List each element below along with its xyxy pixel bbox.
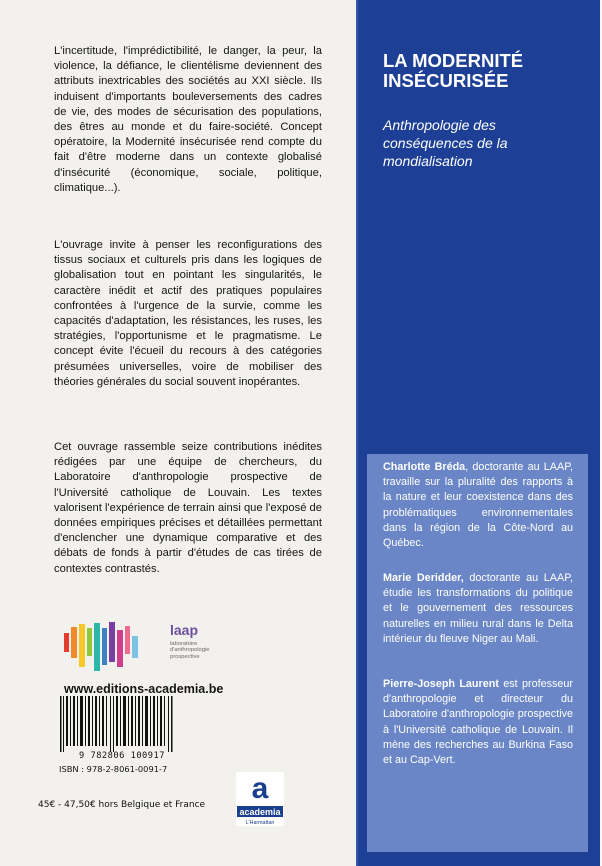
academia-logo-name: academia <box>239 807 281 817</box>
paragraph-2: L'ouvrage invite à penser les reconfigurations des tissus sociaux et culturels pris dans les logiques de globalisation tout en pointant les singularités, le caractère inédit et actif des pratiques populaires confrontées à l'urgence de la survie, comme les capacités d'adaptation, les résistances, les ruses, les stratégies, l'opportunisme et le pragmatisme. Le concept évite l'écueil du recours à des catégories présumées universelles, voire de mobiliser des théories générales du social souvent inopérantes. <box>54 239 322 388</box>
academia-logo-tagline: L'Harmattan <box>245 820 275 826</box>
laap-logo-subtitle: laboratoire d'anthropologie prospective <box>170 641 210 660</box>
isbn-text: ISBN : 978-2-8061-0091-7 <box>59 764 168 774</box>
laap-logo <box>62 622 242 676</box>
author-bio-laurent <box>383 677 573 768</box>
book-title: LA MODERNITÉ INSÉCURISÉE <box>383 50 524 91</box>
author-description: est professeur d'anthropologie et directeur du Laboratoire d'anthropologie prospective à l'Université catholique de Louvain. Il mène des recherches au Burkina Faso et au Cap-Vert. <box>383 678 573 767</box>
academia-logo-icon <box>234 770 286 828</box>
paragraph-3: Cet ouvrage rassemble seize contributions inédites rédigées par une équipe de chercheurs, du Laboratoire d'anthropologie prospective de l'Université catholique de Louvain. Les textes valorisent l'expérience de terrain ainsi que l'exposé de données empiriques précises et détaillées permettant d'enclencher une dynamique comparative et des débats de fonds à partir d'études de cas tirées de contextes contrastés. <box>54 441 322 575</box>
author-name: Marie Deridder, <box>383 572 464 584</box>
author-bio-deridder <box>383 571 573 647</box>
author-description: doctorante au LAAP, étudie les transformations du politique et le gouvernement des ressources naturelles en milieu rural dans le Delta intérieur du fleuve Niger au Mali. <box>383 572 574 645</box>
author-name: Pierre-Joseph Laurent <box>383 678 499 690</box>
author-description: , doctorante au LAAP, travaille sur la pluralité des rapports à la nature et leur coexistence dans des problématiques environnementales dans la région de la Côte-Nord au Québec. <box>383 461 573 550</box>
author-name: Charlotte Bréda <box>383 461 466 473</box>
barcode-icon <box>60 696 178 752</box>
book-subtitle: Anthropologie des conséquences de la mondialisation <box>383 117 508 169</box>
price-text: 45€ - 47,50€ hors Belgique et France <box>38 800 206 810</box>
barcode-number: 9 782806 100917 <box>79 751 165 761</box>
academia-logo-letter: a <box>251 772 269 805</box>
laap-logo-bars-icon <box>62 622 167 674</box>
author-bio-breda <box>383 460 573 551</box>
publisher-website: www.editions-academia.be <box>64 682 224 696</box>
laap-logo-text: laap <box>170 622 199 638</box>
panel-spine <box>356 0 358 866</box>
paragraph-1: L'incertitude, l'imprédictibilité, le danger, la peur, la violence, la défiance, le clientélisme deviennent des attributs inextricables des sociétés au XXI siècle. Ils induisent d'importants bouleversements des cadres de vie, des modes de sécurisation des populations, des êtres au monde et du faire-société. Concept opératoire, la Modernité insécurisée rend compte du fait d'être moderne dans un contexte globalisé d'insécurité (économique, sociale, politique, climatique...). <box>54 45 322 194</box>
